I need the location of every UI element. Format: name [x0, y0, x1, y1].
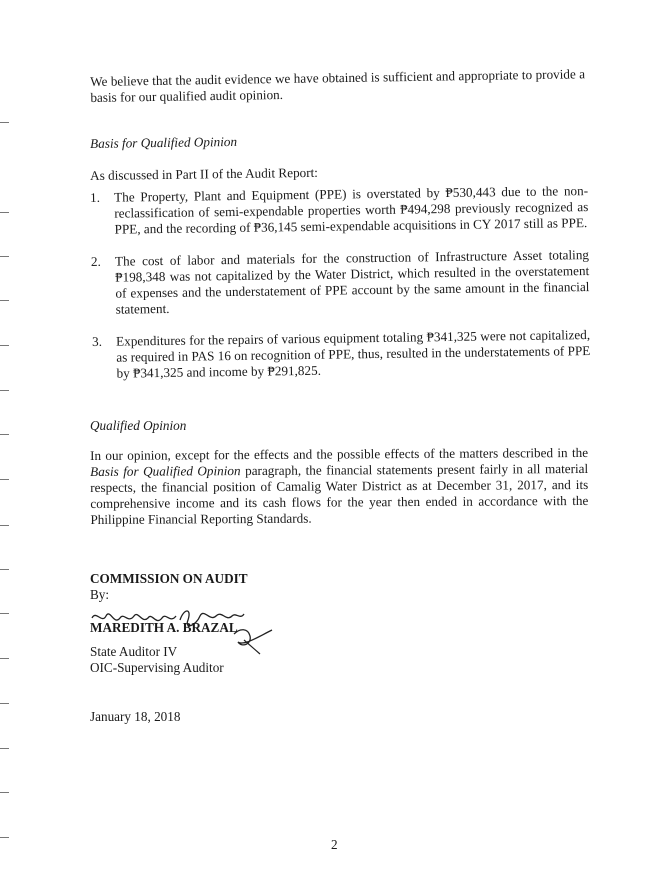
organization-name: COMMISSION ON AUDIT [90, 571, 248, 586]
intro-paragraph: We believe that the audit evidence we have obtained is sufficient and appropriate to provide a basis for our qualified audit opinion. [90, 66, 586, 105]
page-number: 2 [331, 837, 338, 852]
auditor-name: MAREDITH A. BRAZAL [90, 620, 238, 635]
by-label: By: [90, 587, 110, 602]
auditor-role: OIC-Supervising Auditor [90, 660, 224, 675]
findings-list [90, 183, 591, 382]
scan-edge-marks [0, 0, 12, 883]
qualified-paragraph: In our opinion, except for the effects and the possible effects of the matters described in the Basis for Qualified Opinion paragraph, the financial statements present fairly in all material respects, the financial position of Camalig Water District as at December 31, 2017, and its comprehensive income and its cash flows for the year then ended in accordance with the Philippine Financial Reporting Standards. [90, 444, 589, 527]
list-item: 3. Expenditures for the repairs of various equipment totaling ₱341,325 were not capitalized, as required in PAS 16 on recognition of PPE, thus, resulted in the understatements of PPE by ₱341,325 and income by ₱291,825. [92, 327, 591, 381]
list-item: 2. The cost of labor and materials for the construction of Infrastructure Asset totaling ₱198,348 was not capitalized by the Water District, which resulted in the overstatement of expenses and the understatement of PPE account by the same amount in the financial statement. [90, 247, 590, 317]
basis-heading: Basis for Qualified Opinion [90, 133, 238, 151]
auditor-title: State Auditor IV [90, 644, 178, 659]
qualified-heading: Qualified Opinion [90, 418, 187, 433]
list-item: 1. The Property, Plant and Equipment (PPE) is overstated by ₱530,443 due to the non-reclassification of semi-expendable properties worth ₱494,298 previously recognized as PPE, and the recording of ₱36,145 semi-expendable acquisitions in CY 2017 still as PPE. [90, 183, 589, 237]
document-date: January 18, 2018 [90, 709, 181, 724]
basis-lead: As discussed in Part II of the Audit Report: [90, 164, 319, 183]
